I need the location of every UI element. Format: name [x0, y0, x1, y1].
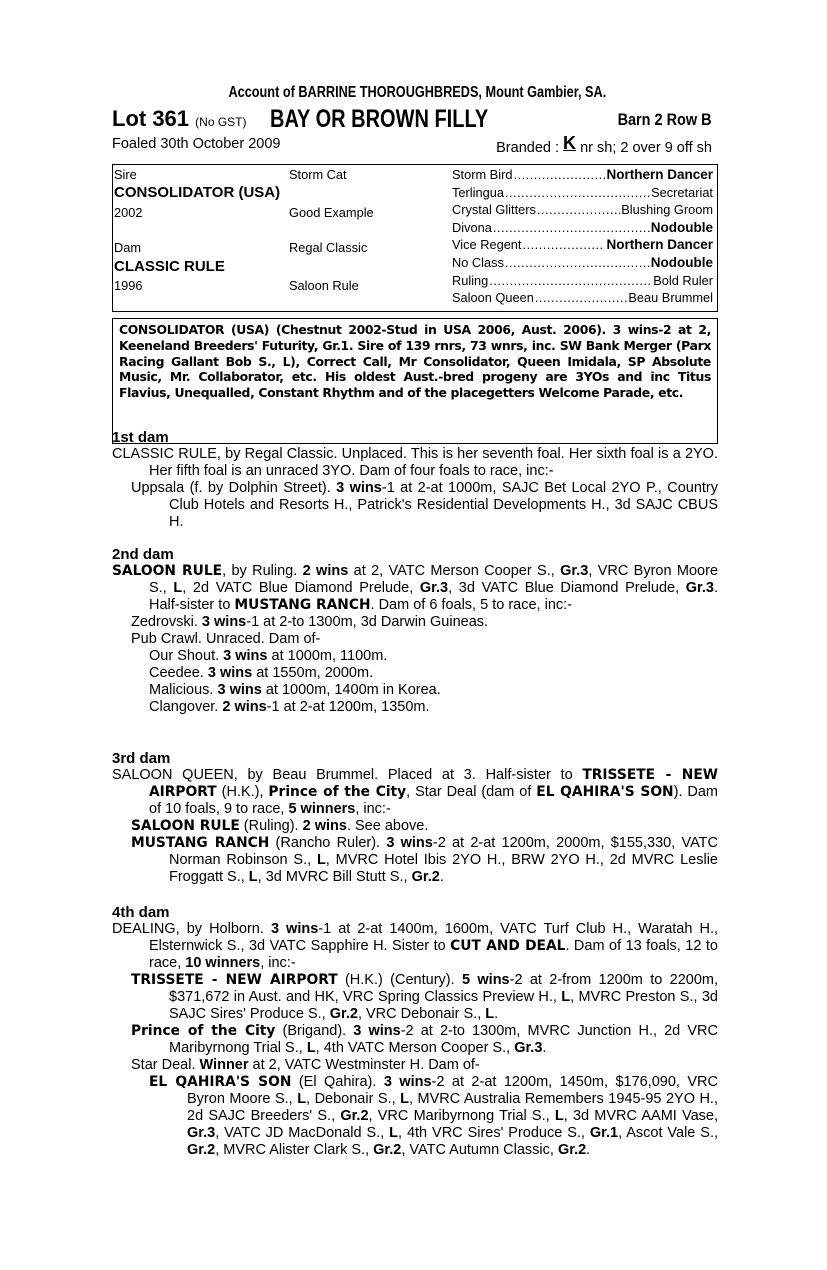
entry-text: , VRC Maribyrnong Trial S., [368, 1108, 555, 1124]
bold-text: Gr.3 [419, 580, 449, 596]
entry-text: , 4th VRC Sires' Produce S., [398, 1125, 590, 1141]
entry-text: , 3d VATC Blue Diamond Prelude, [448, 580, 686, 596]
entry-text: , 4th VATC Merson Cooper S., [315, 1040, 515, 1056]
catalogue-page [112, 84, 719, 1158]
bold-text: L [173, 580, 183, 596]
gen3-right-name: Secretariat [651, 185, 713, 200]
bold-text: Gr.3 [187, 1125, 216, 1141]
entry-text: . [439, 869, 444, 885]
branded-info [496, 133, 712, 157]
family-entry [112, 648, 718, 665]
vendor-account-text: Account of BARRINE THOROUGHBREDS, Mount Gambier, SA. [228, 84, 606, 101]
bold-text: Gr.3 [560, 563, 589, 579]
dot-leader [537, 202, 620, 217]
bold-text: SALOON RULE [131, 818, 240, 834]
pedigree-gen3-row [452, 167, 713, 182]
entry-text: (H.K.) (Century). [337, 972, 462, 988]
dam-section [112, 546, 718, 716]
entry-text: Clangover. [149, 699, 223, 715]
dam-section [112, 429, 718, 531]
family-entry [112, 631, 718, 648]
pedigree-table [112, 164, 718, 312]
bold-text: L [561, 989, 571, 1005]
bold-text: L [485, 1006, 495, 1022]
entry-text: , Debonair S., [306, 1091, 401, 1107]
gen3-left-name: Ruling [452, 273, 489, 288]
entry-text: at 1000m, 1100m. [267, 648, 388, 664]
entry-text: , VRC Byron Moore S., [149, 563, 719, 596]
bold-text: L [316, 852, 326, 868]
family-entry [112, 480, 718, 531]
entry-text: . Dam of 13 foals, 12 to race, [149, 938, 718, 971]
bold-text: L [306, 1040, 316, 1056]
gen3-left-name: Divona [452, 220, 492, 235]
family-entry [112, 699, 718, 716]
entry-text: Zedrovski. [131, 614, 202, 630]
entry-text: Uppsala (f. by Dolphin Street). [131, 480, 337, 496]
entry-text: at 1550m, 2000m. [252, 665, 374, 681]
entry-text: , by Ruling. [222, 563, 303, 579]
sire-summary-text: CONSOLIDATOR (USA) (Chestnut 2002-Stud in USA 2006, Aust. 2006). 3 wins-2 at 2, Keeneland Breeders' Futurity, Gr.1. Sire of 139 rnrs, 73 wnrs, inc. SW Bank Merger (Parx Racing Gallant Bob S., L), Correct Call, Mr Consolidator, Queen Imidala, SP Absolute Music, Mr. Collaborator, etc. His oldest Aust.-bred progeny are 3YOs and inc Titus Flavius, Unequalled, Constant Rhythm and of the placegetters Welcome Parade, etc. [119, 322, 711, 401]
entry-text: , MVRC Hotel Ibis 2YO H., BRW 2YO H., 2d MVRC Leslie Froggatt S., [169, 852, 718, 885]
entry-text: at 2, VATC Merson Cooper S., [348, 563, 561, 579]
gen3-right-name: Bold Ruler [653, 273, 713, 288]
bold-text: 3 wins [383, 1074, 432, 1090]
entry-text: , VRC Debonair S., [357, 1006, 486, 1022]
entry-text: , inc:- [260, 955, 296, 971]
entry-text: CLASSIC RULE, by Regal Classic. Unplaced. This is her seventh foal. Her sixth foal is a 2YO. Her fifth foal is an unraced 3YO. Dam of four foals to race, inc:- [112, 446, 718, 479]
entry-text: (El Qahira). [291, 1074, 384, 1090]
bold-text: Winner [199, 1057, 249, 1073]
gen3-left-name: Saloon Queen [452, 290, 534, 305]
bold-text: 3 wins [207, 665, 253, 681]
bold-text: L [554, 1108, 564, 1124]
entry-text: -2 at 2-from 1200m to 2200m, $371,672 in Aust. and HK, VRC Spring Classics Preview H., [169, 972, 718, 1005]
entry-text: -2 at 2-at 1200m, 1450m, $176,090, VRC Byron Moore S., [187, 1074, 718, 1107]
dot-leader [493, 220, 650, 235]
pedigree-gen3-row [452, 202, 713, 217]
family-entry [112, 446, 718, 480]
bold-text: MUSTANG RANCH [131, 835, 270, 851]
dot-leader [505, 255, 650, 270]
family-entry [112, 1074, 718, 1159]
bold-text: 2 wins [302, 818, 347, 834]
section-heading: 4th dam [112, 904, 170, 921]
family-entry [112, 921, 718, 972]
sire-label: Sire [114, 167, 137, 182]
entry-text: . [542, 1040, 547, 1056]
bold-text: Prince of the City [131, 1023, 276, 1039]
bold-text: 2 wins [302, 563, 349, 579]
bold-text: Gr.2 [187, 1142, 216, 1158]
bold-text: L [389, 1125, 399, 1141]
family-entry [112, 563, 718, 614]
gen3-right-name: Northern Dancer [606, 167, 713, 182]
bold-text: 3 wins [353, 1023, 401, 1039]
bold-text: 3 wins [217, 682, 262, 698]
bold-text: MUSTANG RANCH [234, 597, 371, 613]
bold-text: 5 wins [461, 972, 510, 988]
brand-mark-icon: K [563, 133, 577, 153]
dam-year: 1996 [114, 278, 143, 293]
dot-leader [489, 273, 652, 288]
entry-text: DEALING, by Holborn. [112, 921, 271, 937]
entry-text: , 3d MVRC AAMI Vase, [563, 1108, 719, 1124]
bold-text: EL QAHIRA'S SON [536, 784, 674, 800]
bold-text: 3 wins [386, 835, 433, 851]
entry-text: . Half-sister to [149, 580, 718, 613]
lot-title: BAY OR BROWN FILLY [270, 105, 489, 133]
entry-text: -2 at 2-at 1200m, 2000m, $155,330, VATC Norman Robinson S., [169, 835, 718, 868]
entry-text: Malicious. [149, 682, 218, 698]
bold-text: EL QAHIRA'S SON [149, 1074, 292, 1090]
barn-location: Barn 2 Row B [618, 110, 712, 129]
gen3-left-name: Storm Bird [452, 167, 513, 182]
entry-text: (H.K.), [216, 784, 269, 800]
sire-year: 2002 [114, 205, 143, 220]
entry-text: , MVRC Australia Remembers 1945-95 2YO H., 2d SAJC Breeders' S., [187, 1091, 718, 1124]
entry-text: -1 at 2-to 1300m, 3d Darwin Guineas. [246, 614, 489, 630]
sire-summary-box [112, 318, 718, 444]
bold-text: Gr.1 [589, 1125, 619, 1141]
entry-text: (Rancho Ruler). [269, 835, 387, 851]
bold-text: 3 wins [223, 648, 268, 664]
dam-sire: Regal Classic [289, 240, 368, 255]
bold-text: Prince of the City [268, 784, 407, 800]
family-entry [112, 1057, 718, 1074]
vendor-account-line [92, 84, 742, 104]
entry-text: , VATC JD MacDonald S., [215, 1125, 390, 1141]
entry-text: , 2d VATC Blue Diamond Prelude, [182, 580, 420, 596]
entry-text: . [586, 1142, 591, 1158]
entry-text: -2 at 2-to 1300m, MVRC Junction H., 2d VRC Maribyrnong Trial S., [169, 1023, 718, 1056]
entry-text: , inc:- [355, 801, 391, 817]
family-entry [112, 614, 718, 631]
entry-text: . [494, 1006, 499, 1022]
section-heading: 1st dam [112, 429, 169, 446]
dot-leader [505, 185, 650, 200]
lot-header [112, 106, 718, 131]
bold-text: Gr.3 [514, 1040, 543, 1056]
family-entry [112, 665, 718, 682]
bold-text: CUT AND DEAL [450, 938, 566, 954]
lot-number: Lot 361 (No GST) [112, 106, 247, 131]
gen3-right-name: Nodouble [650, 255, 713, 270]
gen3-right-name: Northern Dancer [606, 237, 713, 252]
pedigree-gen3-row [452, 255, 713, 270]
bold-text: 2 wins [222, 699, 267, 715]
bold-text: SALOON RULE [112, 563, 223, 579]
gen3-left-name: No Class [452, 255, 504, 270]
dam-dam: Saloon Rule [289, 278, 359, 293]
entry-text: , Star Deal (dam of [406, 784, 537, 800]
bold-text: L [248, 869, 258, 885]
foaled-date: Foaled 30th October 2009 [112, 136, 281, 152]
dot-leader [535, 290, 628, 305]
entry-text: , MVRC Alister Clark S., [215, 1142, 374, 1158]
entry-text: -1 at 2-at 1200m, 1350m. [266, 699, 430, 715]
entry-text: . Dam of 6 foals, 5 to race, inc:- [370, 597, 572, 613]
section-heading: 2nd dam [112, 546, 174, 563]
entry-text: at 1000m, 1400m in Korea. [261, 682, 441, 698]
bold-text: 3 wins [336, 480, 382, 496]
gen3-left-name: Terlingua [452, 185, 504, 200]
bold-text: L [297, 1091, 307, 1107]
gen3-right-name: Beau Brummel [628, 290, 713, 305]
bold-text: 3 wins [201, 614, 247, 630]
bold-text: L [400, 1091, 409, 1107]
entry-text: -1 at 2-at 1000m, SAJC Bet Local 2YO P., Country Club Hotels and Resorts H., Patrick's Residential Developments H., 3d SAJC CBUS H. [169, 480, 718, 530]
entry-text: (Brigand). [275, 1023, 354, 1039]
family-entry [112, 818, 718, 835]
entry-text: , VATC Autumn Classic, [401, 1142, 558, 1158]
pedigree-gen3-row [452, 220, 713, 235]
entry-text: ). Dam of 10 foals, 9 to race, [149, 784, 718, 817]
family-entry [112, 682, 718, 699]
entry-text: -1 at 2-at 1400m, 1600m, VATC Turf Club H., Waratah H., Elsternwick S., 3d VATC Sapphire H. Sister to [149, 921, 719, 954]
branded-text: nr sh; 2 over 9 off sh [580, 140, 712, 156]
bold-text: Gr.2 [411, 869, 440, 885]
foaled-branded-line [112, 134, 718, 154]
entry-text: , Ascot Vale S., [618, 1125, 718, 1141]
bold-text: TRISSETE - NEW AIRPORT [131, 972, 338, 988]
dot-leader [522, 237, 605, 252]
section-heading: 3rd dam [112, 750, 171, 767]
entry-text: . See above. [346, 818, 429, 834]
family-entry [112, 972, 718, 1023]
bold-text: 10 winners [185, 955, 261, 971]
entry-text: Ceedee. [149, 665, 208, 681]
entry-text: Our Shout. [149, 648, 224, 664]
pedigree-gen3-row [452, 185, 713, 200]
entry-text: , MVRC Preston S., 3d SAJC Sires' Produce S., [169, 989, 718, 1022]
gen3-right-name: Blushing Groom [621, 202, 713, 217]
entry-text: SALOON QUEEN, by Beau Brummel. Placed at 3. Half-sister to [112, 767, 583, 783]
bold-text: 3 wins [270, 921, 319, 937]
sire-name: CONSOLIDATOR (USA) [114, 184, 281, 201]
gen3-left-name: Crystal Glitters [452, 202, 536, 217]
dam-section [112, 904, 718, 1159]
pedigree-gen3-row [452, 237, 713, 252]
bold-text: Gr.2 [373, 1142, 402, 1158]
dam-name: CLASSIC RULE [114, 258, 225, 275]
dam-label: Dam [114, 240, 142, 255]
dam-section [112, 750, 718, 886]
family-entry [112, 767, 718, 818]
family-entry [112, 1023, 718, 1057]
bold-text: Gr.2 [340, 1108, 369, 1124]
entry-text: Pub Crawl. Unraced. Dam of- [131, 631, 321, 647]
entry-text: , 3d MVRC Bill Stutt S., [257, 869, 412, 885]
branded-label: Branded : [496, 140, 560, 156]
family-entry [112, 835, 718, 886]
bold-text: TRISSETE - NEW AIRPORT [149, 767, 718, 800]
gen3-right-name: Nodouble [650, 220, 713, 235]
gen3-left-name: Vice Regent [452, 237, 522, 252]
bold-text: Gr.2 [329, 1006, 358, 1022]
entry-text: Star Deal. [131, 1057, 200, 1073]
entry-text: (Ruling). [239, 818, 303, 834]
pedigree-gen3-row [452, 273, 713, 288]
sire-dam: Good Example [289, 205, 374, 220]
pedigree-gen3-row [452, 290, 713, 305]
entry-text: at 2, VATC Westminster H. Dam of- [248, 1057, 480, 1073]
bold-text: Gr.2 [557, 1142, 587, 1158]
gst-note: (No GST) [195, 115, 247, 129]
bold-text: Gr.3 [685, 580, 714, 596]
sire-sire: Storm Cat [289, 167, 347, 182]
dot-leader [513, 167, 605, 182]
bold-text: 5 winners [288, 801, 356, 817]
